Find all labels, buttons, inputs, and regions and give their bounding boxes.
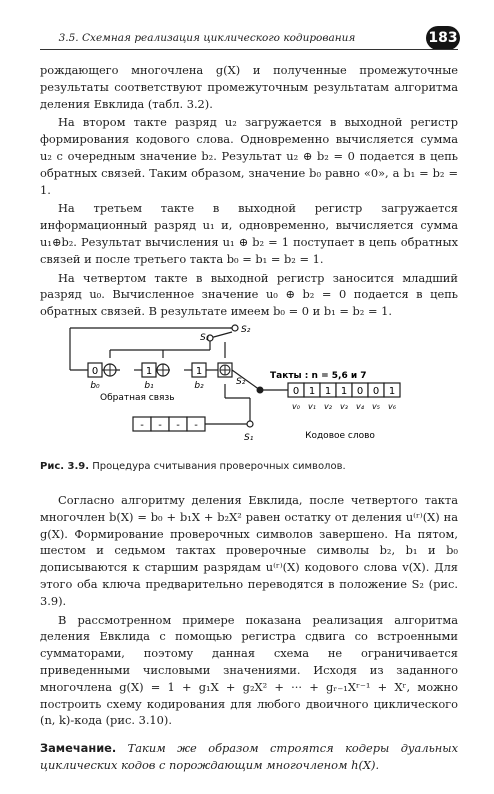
- paragraph: На третьем такте в выходной регистр загружается информационный разряд u₁ и, одновременно, вычисляется сумма u₁⊕b₂. Результат вычисления u₁ ⊕ b₂ = 1 поступает в цепь обратных связей и после третьего такта b₀ = b₁ = b₂ = 1.: [40, 201, 458, 266]
- switch-node: [232, 325, 238, 331]
- running-head: 3.5. Схемная реализация циклического кодирования: [58, 32, 356, 44]
- encoder-diagram: [60, 320, 440, 460]
- codeword-value: 1: [324, 386, 332, 397]
- input-cell-value: -: [158, 420, 162, 431]
- header-rule: [40, 49, 458, 50]
- paragraph: На четвертом такте в выходной регистр заносится младший разряд u₀. Вычисленное значение u₀ ⊕ b₂ = 0 подается в цепь обратных связей. В результате имеем b₀ = 0 и b₁ = b₂ = 1.: [40, 270, 458, 319]
- input-cell-value: -: [176, 420, 180, 431]
- codeword-value: 1: [340, 386, 348, 397]
- switch-node: [247, 421, 253, 427]
- switch-node: [257, 387, 263, 393]
- caption-text: Процедура считывания проверочных символов.: [89, 461, 346, 472]
- ticks-label: Такты : n = 5,6 и 7: [270, 371, 367, 381]
- codeword-value: 0: [292, 386, 300, 397]
- codeword-label: v₅: [372, 402, 380, 411]
- codeword-value: 0: [356, 386, 364, 397]
- register-label: b₂: [194, 381, 204, 391]
- remark-label: Замечание.: [40, 741, 117, 755]
- codeword-value: 1: [308, 386, 316, 397]
- codeword-label: v₃: [340, 402, 348, 411]
- caption-label: Рис. 3.9.: [40, 461, 90, 472]
- codeword-label: v₄: [356, 402, 364, 411]
- codeword-value: 0: [372, 386, 380, 397]
- remark: [40, 740, 458, 774]
- switch-label: S₂: [241, 325, 251, 335]
- remark-text: Таким же образом строятся кодеры дуальных циклических кодов с порождающим многочленом h(X).: [40, 741, 458, 772]
- codeword-caption: Кодовое слово: [305, 431, 375, 441]
- codeword-label: v₀: [292, 402, 300, 411]
- switch-label: S₁: [200, 333, 210, 343]
- switch-label: S₂: [236, 377, 246, 387]
- feedback-label: Обратная связь: [100, 393, 175, 403]
- body-text-bottom: [40, 492, 458, 731]
- register-label: b₀: [90, 381, 100, 391]
- input-cell-value: -: [194, 420, 198, 431]
- register-value: 1: [145, 366, 153, 377]
- xor-adder: [218, 363, 232, 377]
- paragraph: рождающего многочлена g(X) и полученные промежуточные результаты соответствуют промежуточным результатам алгоритма деления Евклида (табл. 3.2).: [40, 63, 458, 111]
- codeword-label: v₂: [324, 402, 332, 411]
- register-value: 1: [195, 366, 203, 377]
- register-value: 0: [91, 366, 99, 377]
- body-text-top: [40, 62, 458, 322]
- xor-adder: [104, 364, 116, 376]
- input-cell-value: -: [140, 420, 144, 431]
- figure-caption: [40, 461, 458, 472]
- xor-adder: [157, 364, 169, 376]
- paragraph: Согласно алгоритму деления Евклида, после четвертого такта многочлен b(X) = b₀ + b₁X + b₂X² равен остатку от деления u⁽ʳ⁾(X) на g(X). Формирование проверочных символов завершено. На пятом, шестом и седьмом тактах проверочные символы b₂, b₁ и b₀ дописываются к старшим разрядам u⁽ʳ⁾(X) кодового слова v(X). Для этого оба ключа предварительно переводятся в положение S₂ (рис. 3.9).: [40, 493, 458, 608]
- codeword-label: v₆: [388, 402, 396, 411]
- switch-label: S₁: [244, 433, 254, 443]
- register-label: b₁: [144, 381, 154, 391]
- codeword-value: 1: [388, 386, 396, 397]
- codeword-label: v₁: [308, 402, 316, 411]
- page-number: 183: [426, 26, 460, 50]
- paragraph: На втором такте разряд u₂ загружается в выходной регистр формирования кодового слова. Одновременно вычисляется сумма u₂ с очередным значение b₂. Результат u₂ ⊕ b₂ = 0 подается в цепь обратных связей. Таким образом, значение b₀ равно «0», а b₁ = b₂ = 1.: [40, 115, 458, 197]
- paragraph: В рассмотренном примере показана реализация алгоритма деления Евклида с помощью регистра сдвига со встроенными сумматорами, поэтому данная схема не ограничивается приведенными числовыми значениями. Исходя из заданного многочлена g(X) = 1 + g₁X + g₂X² + ··· + gᵣ₋₁Xʳ⁻¹ + Xʳ, можно построить схему кодирования для любого двоичного циклического (n, k)-кода (рис. 3.10).: [40, 612, 458, 728]
